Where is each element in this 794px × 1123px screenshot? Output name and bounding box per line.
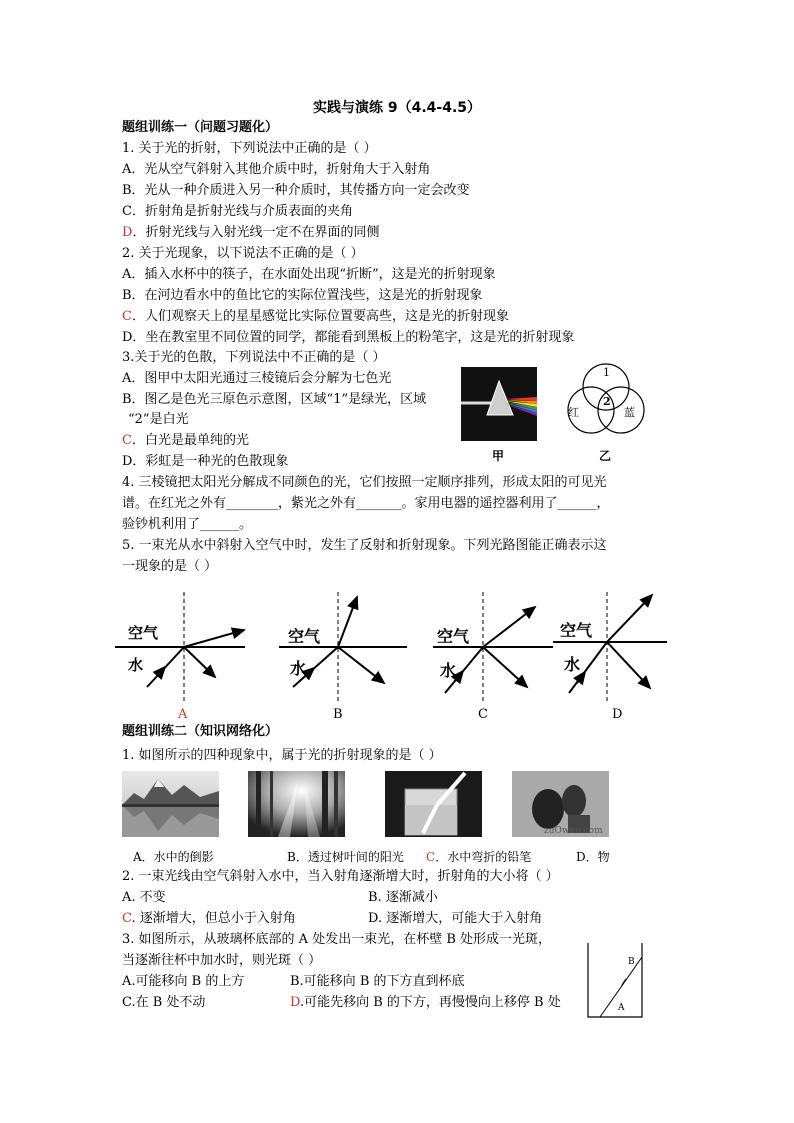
option-label-d: D [612, 707, 623, 722]
q2-option-b: B．在河边看水中的鱼比它的实际位置浅些，这是光的折射现象 [122, 288, 483, 303]
d-refracted-ray [607, 595, 652, 642]
caption-c-text: ．水中弯折的铅笔 [435, 850, 532, 864]
p1-stem: 1. 如图所示的四种现象中，属于光的折射现象的是（ ） [122, 748, 442, 763]
photo-mountain-reflection [122, 771, 219, 837]
p2-stem: 2. 一束光线由空气斜射入水中，当入射角逐渐增大时，折射角的大小将（ ） [122, 869, 559, 884]
q3-option-c [122, 433, 249, 449]
option-label-c: C [478, 707, 488, 722]
photo-caption-c [426, 848, 531, 865]
ray-diagrams [115, 590, 675, 705]
page-title: 实践与演练 9（4.4-4.5） [312, 100, 482, 116]
photo-bent-pencil-in-water [385, 771, 482, 837]
q3-stem: 3.关于光的色散，下列说法中不正确的是（ ） [122, 350, 386, 365]
glass-cup-figure [586, 943, 646, 1019]
photo-watermark: zuOwen.com [544, 826, 603, 836]
photo-caption-d: D．物 [576, 850, 610, 864]
venn-label-red: 红 [568, 406, 579, 419]
p3-option-b: B.可能移向 B 的下方直到杯底 [290, 974, 465, 989]
d-water-label: 水 [564, 655, 581, 674]
photo-sunlight-through-trees [248, 771, 345, 837]
c-refracted-ray [483, 607, 535, 647]
c-air-label: 空气 [437, 627, 470, 646]
section-heading-1: 题组训练一（问题习题化） [122, 120, 279, 135]
q5-line2: 一现象的是（ ） [122, 559, 218, 574]
q1-option-d [122, 225, 379, 241]
option-label-b: B [333, 707, 343, 722]
c-water-label: 水 [440, 661, 457, 680]
ray-diagram-d [553, 592, 667, 702]
ray-diagram-c [433, 592, 553, 702]
q3-option-b-line1: B．图乙是色光三原色示意图，区域“1”是绿光，区域 [122, 392, 427, 407]
q3-option-b-line2: “2”是白光 [128, 412, 189, 427]
p2-c-text: . 逐渐增大，但总小于入射角 [131, 911, 296, 926]
q1-stem: 1. 关于光的折射，下列说法中正确的是（ ） [122, 141, 377, 156]
ray-diagram-a [115, 592, 245, 702]
glass-point-a: A [618, 1003, 625, 1013]
a-reflected-ray [184, 647, 215, 677]
q1-option-c: C．折射角是折射光线与介质表面的夹角 [122, 204, 353, 219]
a-refracted-ray [184, 630, 244, 647]
p3-d-letter: D [290, 995, 300, 1010]
q1-d-text: ．折射光线与入射光线一定不在界面的同侧 [132, 225, 380, 240]
q3-c-text: ．白光是最单纯的光 [131, 433, 249, 448]
q2-option-c [122, 309, 509, 325]
q4-line3: 验钞机利用了______。 [122, 517, 253, 532]
p2-option-a: A. 不变 [122, 890, 166, 905]
p2-option-c [122, 911, 296, 927]
q4-line1: 4. 三棱镜把太阳光分解成不同颜色的光，它们按照一定顺序排列，形成太阳的可见光 [122, 475, 607, 490]
q1-d-letter: D [122, 225, 133, 240]
q3-option-d: D．彩虹是一种光的色散现象 [122, 454, 289, 469]
ray-diagram-b [279, 592, 407, 702]
q1-option-a: A．光从空气斜射入其他介质中时，折射角大于入射角 [122, 162, 431, 177]
photo-caption-a: A．水中的倒影 [133, 850, 214, 864]
p2-c-letter: C [122, 911, 132, 926]
prism-figure [461, 367, 537, 441]
q2-option-a: A．插入水杯中的筷子，在水面处出现“折断”，这是光的折射现象 [122, 267, 496, 282]
venn-label-1: 1 [603, 366, 610, 379]
q5-line1: 5. 一束光从水中斜射入空气中时，发生了反射和折射现象。下列光路图能正确表示这 [122, 538, 607, 553]
q2-stem: 2. 关于光现象，以下说法不正确的是（ ） [122, 246, 364, 261]
p2-option-d: D. 逐渐增大，可能大于入射角 [368, 911, 543, 926]
q2-option-d: D．坐在教室里不同位置的同学，都能看到黑板上的粉笔字，这是光的折射现象 [122, 330, 575, 345]
option-label-a: A [178, 707, 188, 722]
fig-jia-label: 甲 [492, 449, 505, 463]
photo-caption-b: B．透过树叶间的阳光 [287, 850, 404, 864]
p3-line1: 3. 如图所示，从玻璃杯底部的 A 处发出一束光，在杯壁 B 处形成一光斑， [122, 932, 552, 947]
venn-label-blue: 蓝 [624, 406, 635, 419]
p3-option-a: A.可能移向 B 的上方 [122, 974, 245, 989]
q2-c-text: ．人们观察天上的星星感觉比实际位置要高些，这是光的折射现象 [131, 309, 509, 324]
a-air-label: 空气 [128, 624, 159, 642]
fig-yi-label: 乙 [599, 449, 612, 463]
venn-label-2: 2 [603, 395, 611, 408]
light-ray-arrow [622, 979, 626, 985]
q4-line2: 谱。在红光之外有________，紫光之外有_______。家用电器的遥控器利用了______， [122, 496, 610, 511]
b-water-label: 水 [290, 659, 307, 678]
p3-option-d [290, 995, 561, 1011]
b-reflected-ray [338, 647, 384, 683]
b-air-label: 空气 [288, 627, 321, 646]
p2-option-b: B. 逐渐减小 [368, 890, 438, 905]
a-water-label: 水 [128, 656, 144, 674]
glass-point-b: B [628, 957, 635, 967]
p3-line2: 当逐渐往杯中加水时，则光斑（ ） [122, 953, 322, 968]
glass-cup-outline [588, 943, 642, 1017]
caption-c-letter: C [426, 850, 436, 864]
b-refracted-ray [338, 597, 357, 647]
q1-option-b: B．光从一种介质进入另一种介质时，其传播方向一定会改变 [122, 183, 470, 198]
p3-d-text: .可能先移向 B 的下方，再慢慢向上移停 B 处 [299, 995, 561, 1010]
c-reflected-ray [483, 647, 527, 687]
q3-c-letter: C [122, 433, 132, 448]
d-reflected-ray [607, 642, 650, 688]
q3-option-a: A．图甲中太阳光通过三棱镜后会分解为七色光 [122, 371, 392, 386]
section-heading-2: 题组训练二（知识网络化） [122, 724, 279, 739]
p3-option-c: C.在 B 处不动 [122, 995, 206, 1010]
a-incident-ray [147, 647, 184, 687]
d-air-label: 空气 [560, 621, 593, 640]
q2-c-letter: C [122, 309, 132, 324]
